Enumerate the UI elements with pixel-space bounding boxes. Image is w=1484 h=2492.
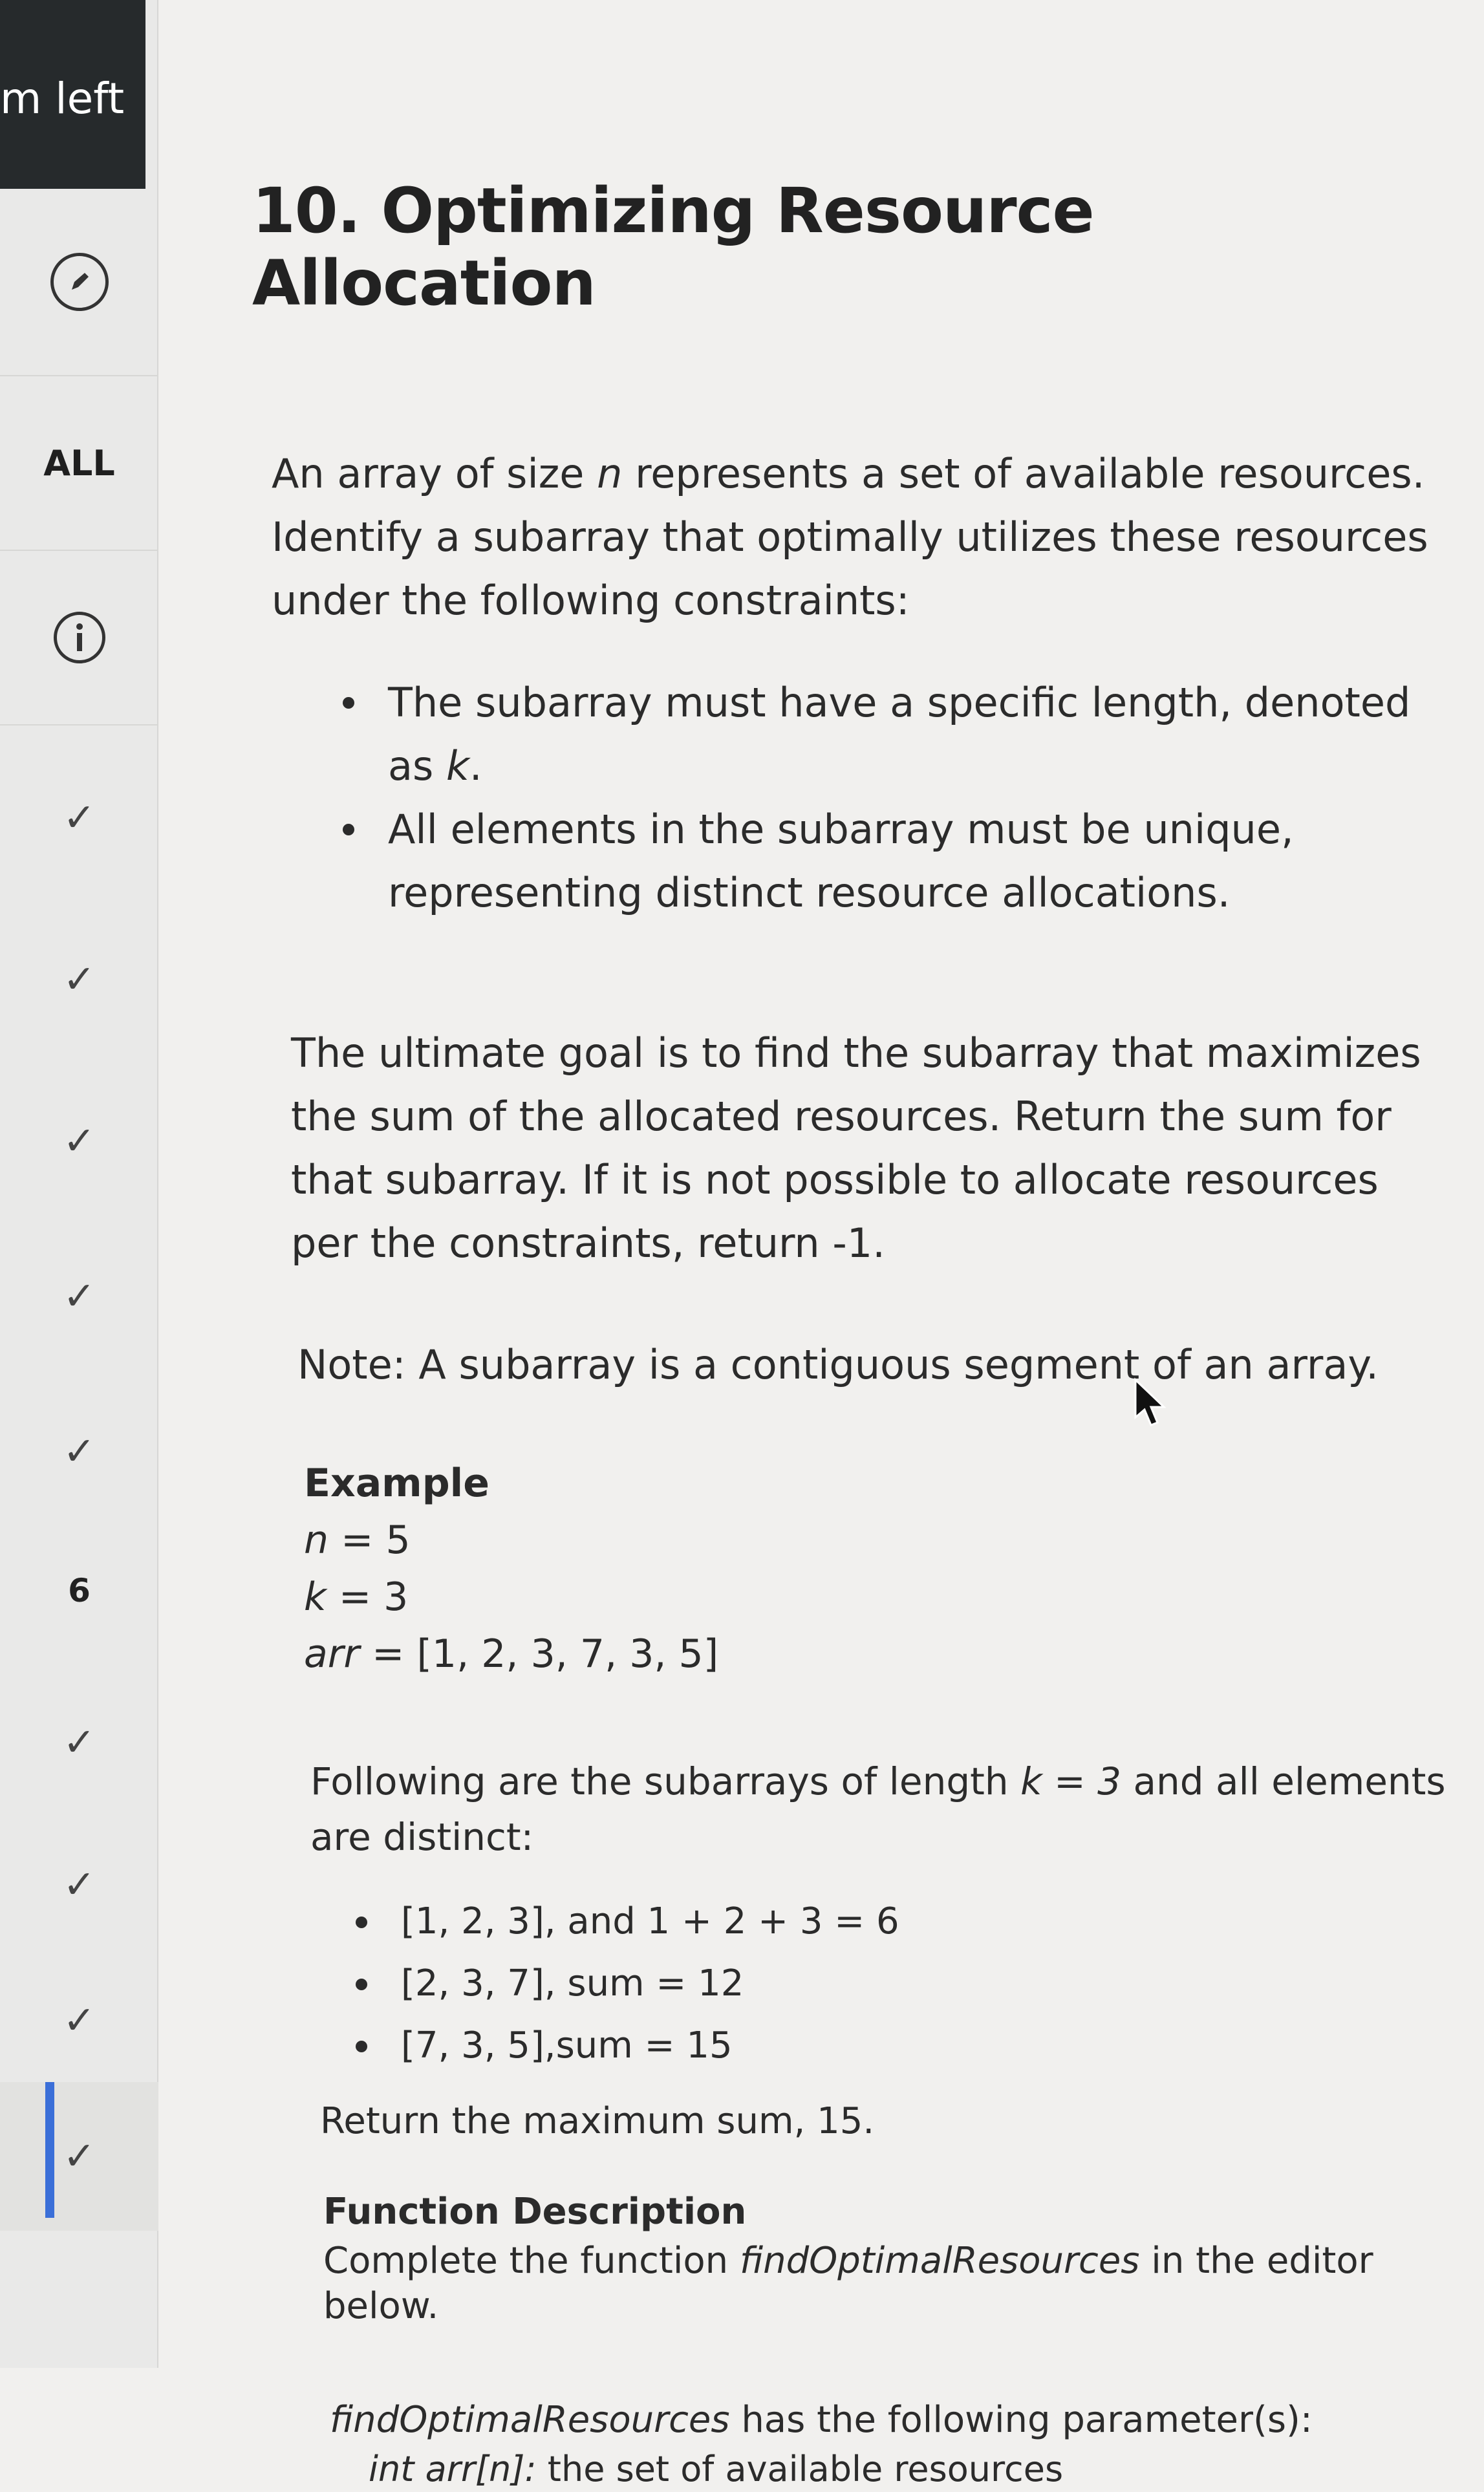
sidebar-item-question-5[interactable]: [0, 1377, 158, 1526]
check-icon: ✓: [63, 1119, 96, 1164]
list-item: [1, 2, 3], and 1 + 2 + 3 = 6: [356, 1891, 1442, 1953]
sidebar-item-edit[interactable]: [0, 189, 158, 376]
example-n: n = 5: [304, 1518, 411, 1563]
check-icon: ✓: [63, 1720, 96, 1765]
param-item: int arr[n]: the set of available resources: [369, 2449, 1064, 2489]
constraints-list: [343, 671, 1429, 925]
example-arr: arr = [1, 2, 3, 7, 3, 5]: [304, 1631, 719, 1677]
example-heading: Example: [304, 1461, 489, 1506]
list-item: [2, 3, 7], sum = 12: [356, 1953, 1442, 2015]
sidebar: [0, 0, 158, 2368]
sidebar-item-question-4[interactable]: [0, 1222, 158, 1371]
check-icon: ✓: [63, 1998, 96, 2043]
params-text: findOptimalResources has the following parameter(s):: [330, 2399, 1313, 2441]
sidebar-item-all[interactable]: [0, 376, 158, 551]
sidebar-item-question-8[interactable]: [0, 1810, 158, 1959]
example-section: [304, 1455, 1447, 1682]
sidebar-item-info[interactable]: [0, 551, 158, 725]
function-description: [323, 2186, 1448, 2492]
list-item: [7, 3, 5],sum = 15: [356, 2015, 1442, 2077]
note-paragraph: Note: A subarray is a contiguous segment of an array.: [297, 1341, 1379, 1388]
mouse-cursor-icon: [1133, 1377, 1172, 1429]
example-k: k = 3: [304, 1574, 409, 1620]
check-icon: ✓: [63, 957, 96, 1002]
problem-statement: [158, 0, 1447, 2489]
goal-paragraph: The ultimate goal is to find the subarray that maximizes the sum of the allocated resources. Return the sum for that subarray. If it is not possible to allocate resources per the constraints, return -1.: [291, 1029, 1421, 1267]
list-item: The subarray must have a specific length, denoted as k.: [343, 671, 1429, 798]
return-text: Return the maximum sum, 15.: [320, 2100, 875, 2142]
sidebar-item-question-6[interactable]: [0, 1526, 158, 1655]
sidebar-item-question-3[interactable]: [0, 1067, 158, 1216]
time-remaining-label: m left: [0, 74, 125, 124]
list-item: All elements in the subarray must be unique, representing distinct resource allocations.: [343, 798, 1429, 925]
function-text: Complete the function findOptimalResources in the editor below.: [323, 2240, 1373, 2327]
sidebar-item-question-1[interactable]: [0, 744, 158, 892]
edit-icon: [50, 253, 109, 311]
sidebar-item-question-10[interactable]: [0, 2082, 158, 2231]
subarrays-intro: Following are the subarrays of length k = 3 and all elements are distinct:: [310, 1759, 1446, 1859]
active-indicator: [45, 2082, 54, 2218]
check-icon: ✓: [63, 2134, 96, 2179]
problem-title: 10. Optimizing Resource Allocation: [252, 175, 1094, 319]
sidebar-item-question-7[interactable]: [0, 1668, 158, 1817]
question-number: 6: [68, 1572, 91, 1609]
problem-intro: An array of size n represents a set of available resources. Identify a subarray that optimally utilizes these resources under the following constraints:: [272, 450, 1428, 624]
subarrays-list: [356, 1891, 1442, 2077]
function-heading: Function Description: [323, 2191, 747, 2233]
check-icon: ✓: [63, 795, 96, 841]
time-remaining: [0, 0, 145, 189]
check-icon: ✓: [63, 1429, 96, 1474]
info-icon: [54, 612, 105, 663]
sidebar-item-question-9[interactable]: [0, 1946, 158, 2095]
check-icon: ✓: [63, 1862, 96, 1907]
all-label: ALL: [43, 442, 115, 484]
check-icon: ✓: [63, 1274, 96, 1319]
sidebar-item-question-2[interactable]: [0, 905, 158, 1054]
